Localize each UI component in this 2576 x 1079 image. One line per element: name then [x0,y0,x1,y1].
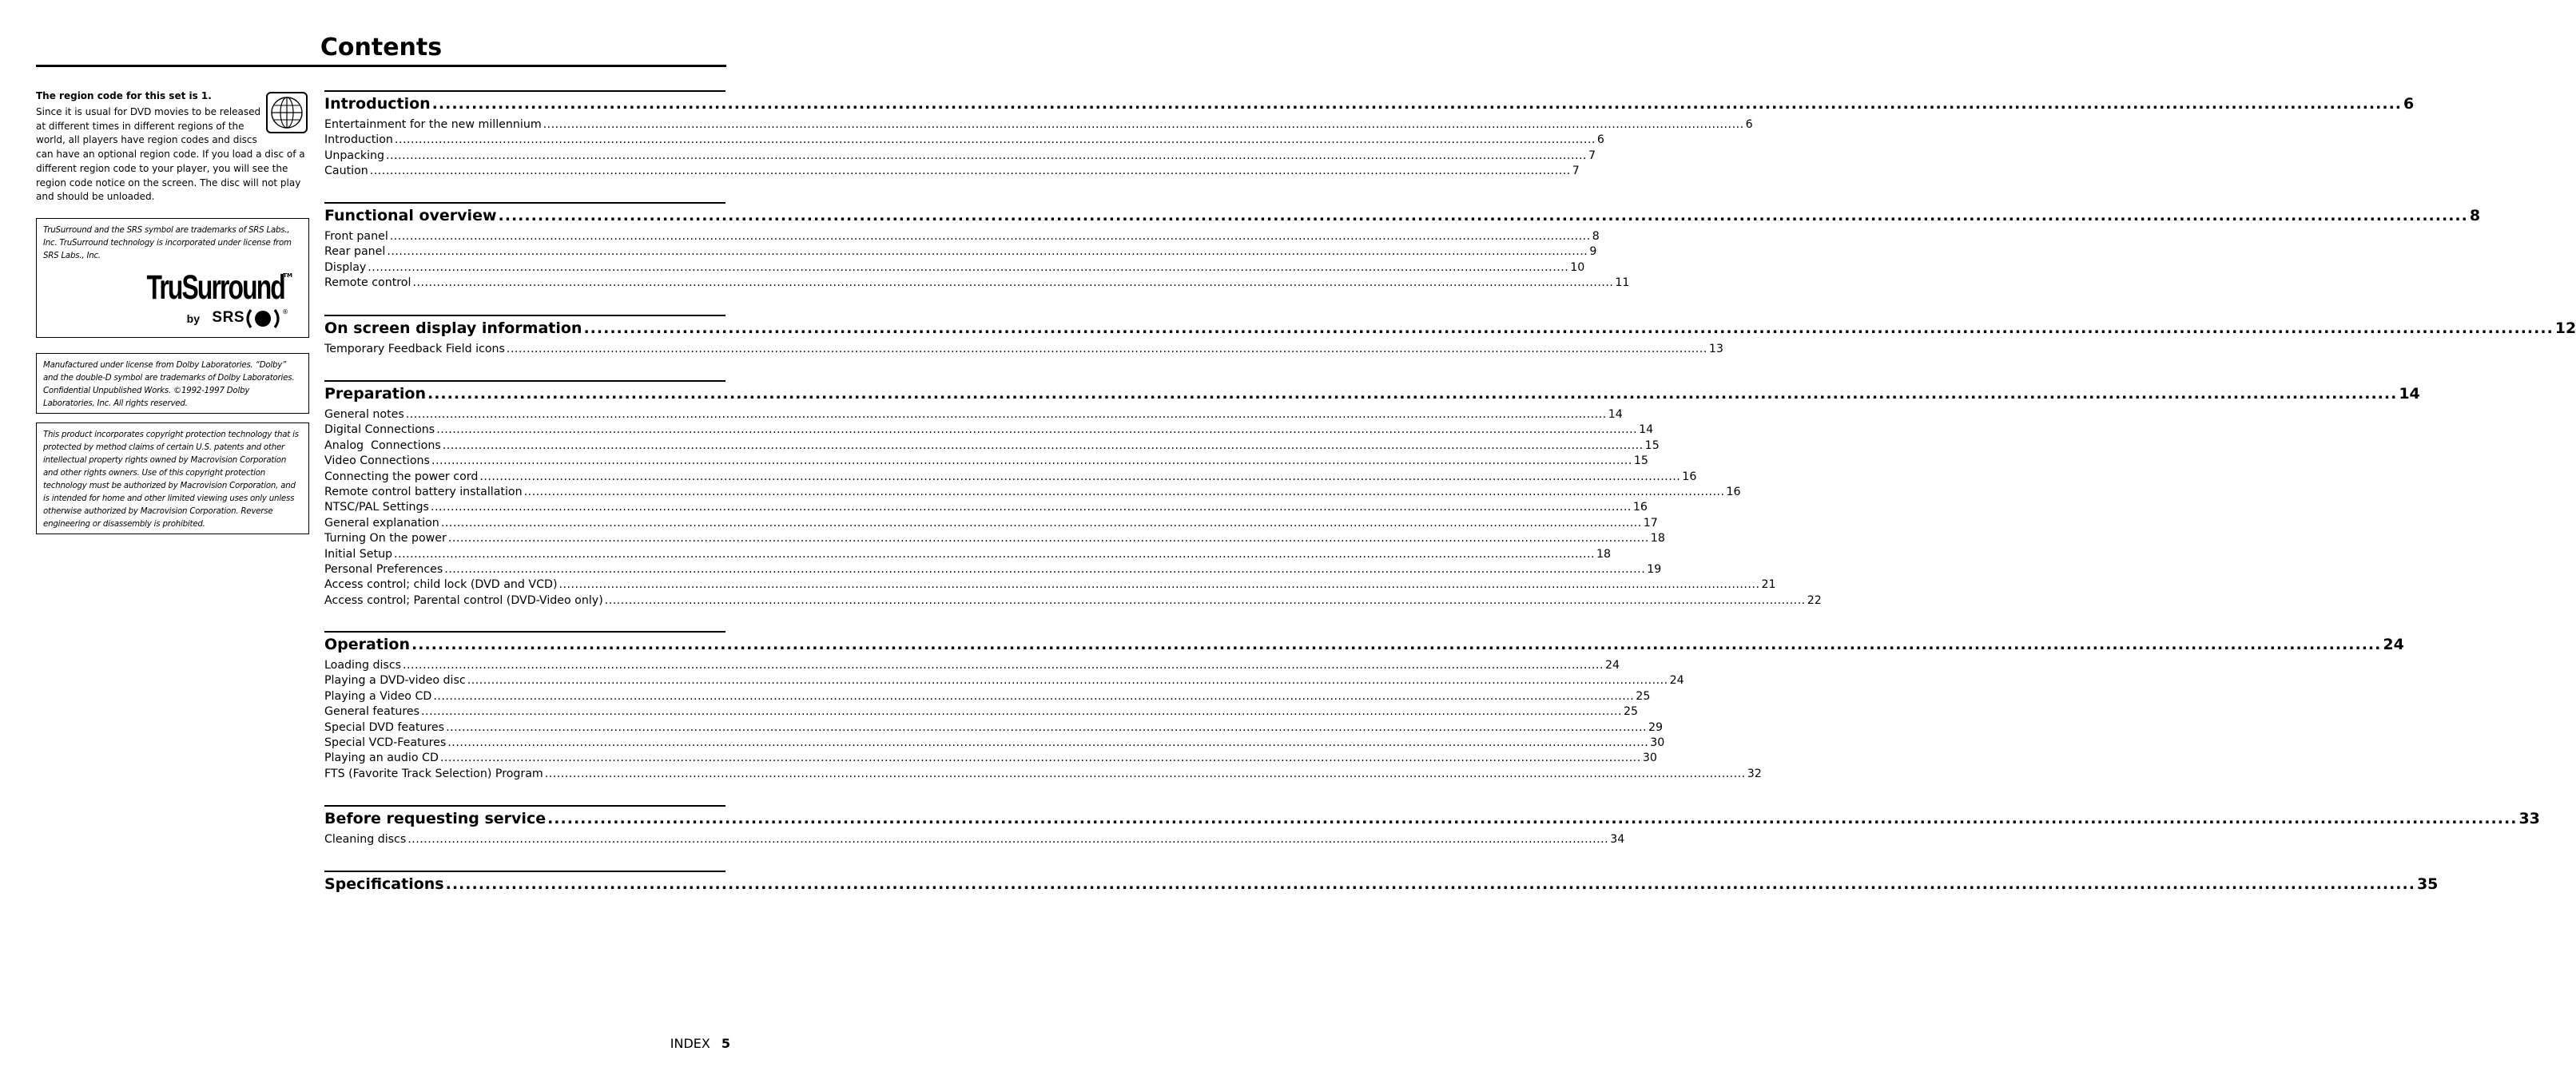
toc-item[interactable] [324,244,1597,260]
toc-item-page: 18 [1650,532,1665,545]
trusurround-notice-text: TruSurround and the SRS symbol are trademarks of SRS Labs., Inc. TruSurround technology is incorporated under license from SRS Labs., Inc. [43,226,292,260]
leader-dots: ............................................................................................................................................................................................................................................................................................................ [442,438,1644,452]
toc-item-label: Access control; child lock (DVD and VCD) [324,578,558,592]
toc-item-page: 29 [1648,720,1664,734]
toc-item-label: Digital Connections [324,423,435,437]
toc-item-label: Playing a Video CD [324,689,432,703]
page-footer [670,1035,730,1053]
toc-item[interactable] [324,276,1630,291]
leader-dots: ............................................................................................................................................................................................................................................................................................................ [436,423,1638,437]
toc-heading-title: Specifications [324,875,444,893]
toc-item[interactable] [324,342,1723,357]
region-code-text-rest: can have an optional region code. If you load a disc of a different region code to your player, you will see the region code notice on the screen. The disc will not play and should be unloaded. [36,149,305,203]
toc-heading-page: 33 [2518,810,2540,827]
toc-item[interactable] [324,407,1623,422]
toc-heading[interactable] [324,874,2439,895]
toc-item-label: Connecting the power cord [324,470,479,483]
toc-item-page: 6 [1596,133,1604,147]
toc-heading-title: Operation [324,636,411,653]
toc-item-label: Turning On the power [324,532,447,545]
toc-item[interactable] [324,736,1665,751]
toc-item[interactable] [324,500,1648,515]
leader-dots: ............................................................................................................................................................................................................................................................................................................ [433,689,1635,703]
toc-item-label: Analog Connections [324,438,441,452]
leader-dots: ............................................................................................................................................................................................................................................................................................................ [543,118,1744,131]
srs-logo-text: SRS [212,309,244,326]
trusurround-notice [36,218,309,338]
toc-section-introduction [324,90,2415,180]
leader-dots: ............................................................................................................................................................................................................................................................................................................ [498,207,2468,224]
toc-item[interactable] [324,485,1741,500]
leader-dots: ............................................................................................................................................................................................................................................................................................................ [412,276,1614,290]
toc-item-page: 22 [1807,593,1822,607]
leader-dots: ............................................................................................................................................................................................................................................................................................................ [523,486,1725,499]
toc-item[interactable] [324,164,1580,179]
toc-item-page: 25 [1624,705,1639,719]
leader-dots: ............................................................................................................................................................................................................................................................................................................ [431,454,1632,468]
trusurround-logo [43,268,302,333]
toc-item-page: 30 [1642,752,1657,765]
toc-item-label: Remote control [324,276,411,290]
section-divider [324,202,725,204]
toc-item-page: 30 [1650,736,1665,750]
toc-item-page: 7 [1572,165,1580,178]
toc-item-label: Access control; Parental control (DVD-Video only) [324,593,603,607]
toc-item-label: Video Connections [324,454,430,468]
footer-page-number: 5 [721,1036,730,1051]
toc-item-page: 8 [1592,230,1600,243]
leader-dots: ............................................................................................................................................................................................................................................................................................................ [405,408,1607,421]
toc-item[interactable] [324,673,1684,688]
toc-item-page: 9 [1589,245,1597,259]
registered-mark: ® [282,308,288,315]
toc-heading-page: 8 [2469,207,2481,224]
toc-item[interactable] [324,751,1657,766]
leader-dots: ............................................................................................................................................................................................................................................................................................................ [547,810,2518,827]
toc-item-label: Playing an audio CD [324,752,439,765]
toc-item[interactable] [324,704,1639,720]
toc-item[interactable] [324,229,1600,244]
globe-region-icon [266,92,308,133]
title-divider [36,65,726,67]
toc-heading-title: On screen display information [324,319,582,337]
toc-item[interactable] [324,658,1620,673]
leader-dots: ............................................................................................................................................................................................................................................................................................................ [430,501,1632,514]
toc-item[interactable] [324,117,1753,133]
toc-item[interactable] [324,260,1585,276]
section-divider [324,631,725,633]
toc-heading[interactable] [324,205,2481,226]
toc-item-label: Entertainment for the new millennium [324,118,542,131]
toc-item-label: Display [324,260,367,274]
leader-dots: ............................................................................................................................................................................................................................................................................................................ [394,133,1596,147]
section-divider [324,380,725,382]
region-code-title: The region code for this set is 1. [36,90,212,101]
dolby-notice-text: Manufactured under license from Dolby Laboratories. “Dolby” and the double-D symbol are trademarks of Dolby Laboratories. Confidential Unpublished Works. ©1992-1997 Dolby Laboratories, Inc. All rights reserved. [43,361,295,408]
leader-dots: ............................................................................................................................................................................................................................................................................................................ [439,752,1641,765]
logo-by-text: by [186,312,200,325]
leader-dots: ............................................................................................................................................................................................................................................................................................................ [407,833,1609,846]
toc-item-label: Initial Setup [324,547,393,561]
toc-item-page: 24 [1604,659,1620,672]
leader-dots: ............................................................................................................................................................................................................................................................................................................ [369,165,1571,178]
toc-item[interactable] [324,562,1662,577]
toc-item-label: Special DVD features [324,720,445,734]
toc-item-label: Unpacking [324,149,385,162]
leader-dots: ............................................................................................................................................................................................................................................................................................................ [387,245,1588,259]
leader-dots: ............................................................................................................................................................................................................................................................................................................ [386,149,1587,162]
leader-dots: ............................................................................................................................................................................................................................................................................................................ [444,563,1646,577]
toc-heading-page: 14 [2399,385,2420,403]
toc-section-preparation [324,380,2420,609]
toc-item-label: Rear panel [324,245,386,259]
toc-item[interactable] [324,454,1648,469]
toc-item-page: 16 [1682,470,1697,483]
leader-dots: ............................................................................................................................................................................................................................................................................................................ [411,636,2382,653]
toc-item-page: 25 [1636,689,1651,703]
toc-item-page: 21 [1761,578,1776,592]
toc-heading[interactable] [324,808,2540,829]
toc-heading[interactable] [324,93,2415,114]
toc-item-page: 10 [1570,260,1585,274]
leader-dots: ............................................................................................................................................................................................................................................................................................................ [431,95,2403,113]
leader-dots: ............................................................................................................................................................................................................................................................................................................ [583,319,2554,337]
macrovision-notice [36,422,309,534]
toc-item-label: Cleaning discs [324,833,407,846]
footer-label: INDEX [670,1036,710,1051]
toc-item-label: Loading discs [324,659,402,672]
toc-item[interactable] [324,422,1654,438]
toc-item[interactable] [324,547,1612,562]
trademark-mark: TM [283,272,292,279]
toc-item-label: General features [324,705,420,719]
toc-item-page: 18 [1596,547,1612,561]
toc-item-label: Special VCD-Features [324,736,447,750]
toc-item[interactable] [324,531,1665,546]
toc-item-page: 32 [1747,767,1762,780]
toc-item-page: 15 [1644,438,1660,452]
toc-item-page: 7 [1588,149,1596,162]
page-title: Contents [320,34,443,61]
leader-dots: ............................................................................................................................................................................................................................................................................................................ [506,343,1707,355]
leader-dots: ............................................................................................................................................................................................................................................................................................................ [440,516,1642,530]
toc-item[interactable] [324,593,1822,609]
toc-item-page: 14 [1608,408,1623,421]
toc-item[interactable] [324,767,1762,782]
toc-item-label: Personal Preferences [324,563,443,577]
dolby-notice [36,353,309,414]
toc-item-label: General explanation [324,516,439,530]
leader-dots: ............................................................................................................................................................................................................................................................................................................ [446,720,1648,734]
toc-item-page: 24 [1669,674,1684,688]
toc-heading-page: 12 [2554,319,2576,337]
toc-heading-title: Before requesting service [324,810,547,827]
toc-section-functional-overview [324,202,2481,292]
toc-item[interactable] [324,720,1664,736]
section-divider [324,805,725,807]
leader-dots: ............................................................................................................................................................................................................................................................................................................ [389,230,1591,243]
leader-dots: ............................................................................................................................................................................................................................................................................................................ [467,674,1668,688]
toc-item-label: Temporary Feedback Field icons [324,343,505,355]
leader-dots: ............................................................................................................................................................................................................................................................................................................ [447,532,1649,545]
leader-dots: ............................................................................................................................................................................................................................................................................................................ [403,659,1604,672]
leader-dots: ............................................................................................................................................................................................................................................................................................................ [604,593,1806,607]
toc-item[interactable] [324,149,1596,164]
toc-heading-page: 6 [2403,95,2415,113]
leader-dots: ............................................................................................................................................................................................................................................................................................................ [445,875,2415,893]
toc-item-page: 14 [1639,423,1654,437]
toc-item[interactable] [324,438,1660,454]
region-code-text-wrapped: Since it is usual for DVD movies to be released at different times in different regions of the world, all players have region codes and discs [36,106,261,146]
toc-item-page: 6 [1745,118,1753,131]
toc-item-page: 19 [1647,563,1662,577]
leader-dots: ............................................................................................................................................................................................................................................................................................................ [559,578,1760,592]
section-divider [324,315,725,316]
toc-item-page: 17 [1643,516,1658,530]
leader-dots: ............................................................................................................................................................................................................................................................................................................ [427,385,2398,403]
toc-section-before-requesting-service [324,805,2540,847]
leader-dots: ............................................................................................................................................................................................................................................................................................................ [447,736,1649,750]
toc-item-label: Introduction [324,133,393,147]
toc-heading[interactable] [324,383,2420,404]
macrovision-notice-text: This product incorporates copyright protection technology that is protected by method claims of certain U.S. patents and other intellectual property rights owned by Macrovision Corporation and other rights owners. Use of this copyright protection technology must be authorized by Macrovision Corporation, and is intended for home and other limited viewing uses only unless otherwise authorized by Macrovision Corporation. Reverse engineering or disassembly is prohibited. [43,430,299,529]
toc-section-operation [324,631,2404,782]
toc-item-label: Caution [324,165,368,178]
trusurround-logo-word: TruSurround [146,268,284,307]
toc-item-page: 15 [1633,454,1648,468]
toc-heading-title: Introduction [324,95,431,113]
toc-heading-title: Functional overview [324,207,497,224]
toc-item[interactable] [324,133,1604,148]
toc-heading[interactable] [324,634,2404,655]
toc-section-on-screen-display [324,315,2576,357]
section-divider [324,90,725,92]
toc-item-page: 34 [1610,833,1625,846]
leader-dots: ............................................................................................................................................................................................................................................................................................................ [544,767,1746,780]
srs-circle-logo-icon [243,307,288,333]
toc-item-label: FTS (Favorite Track Selection) Program [324,767,543,780]
toc-heading-page: 35 [2416,875,2439,893]
leader-dots: ............................................................................................................................................................................................................................................................................................................ [368,260,1569,274]
toc-item[interactable] [324,470,1697,485]
toc-item-label: Playing a DVD-video disc [324,674,466,688]
toc-item-page: 16 [1726,486,1741,499]
leader-dots: ............................................................................................................................................................................................................................................................................................................ [421,705,1622,719]
toc-item-label: Front panel [324,230,388,243]
toc-item-label: Remote control battery installation [324,486,523,499]
toc-item[interactable] [324,832,1625,847]
toc-heading-page: 24 [2383,636,2404,653]
toc-item-label: NTSC/PAL Settings [324,501,429,514]
leader-dots: ............................................................................................................................................................................................................................................................................................................ [394,547,1596,561]
toc-item-page: 13 [1708,343,1723,355]
toc-item[interactable] [324,577,1776,593]
toc-section-specifications [324,871,2439,898]
leader-dots: ............................................................................................................................................................................................................................................................................................................ [479,470,1681,483]
toc-item-label: General notes [324,408,404,421]
toc-item[interactable] [324,516,1658,531]
toc-item[interactable] [324,689,1651,704]
section-divider [324,871,725,872]
toc-item-page: 16 [1632,501,1648,514]
toc-heading[interactable] [324,318,2576,339]
toc-item-page: 11 [1615,276,1630,290]
toc-heading-title: Preparation [324,385,426,403]
